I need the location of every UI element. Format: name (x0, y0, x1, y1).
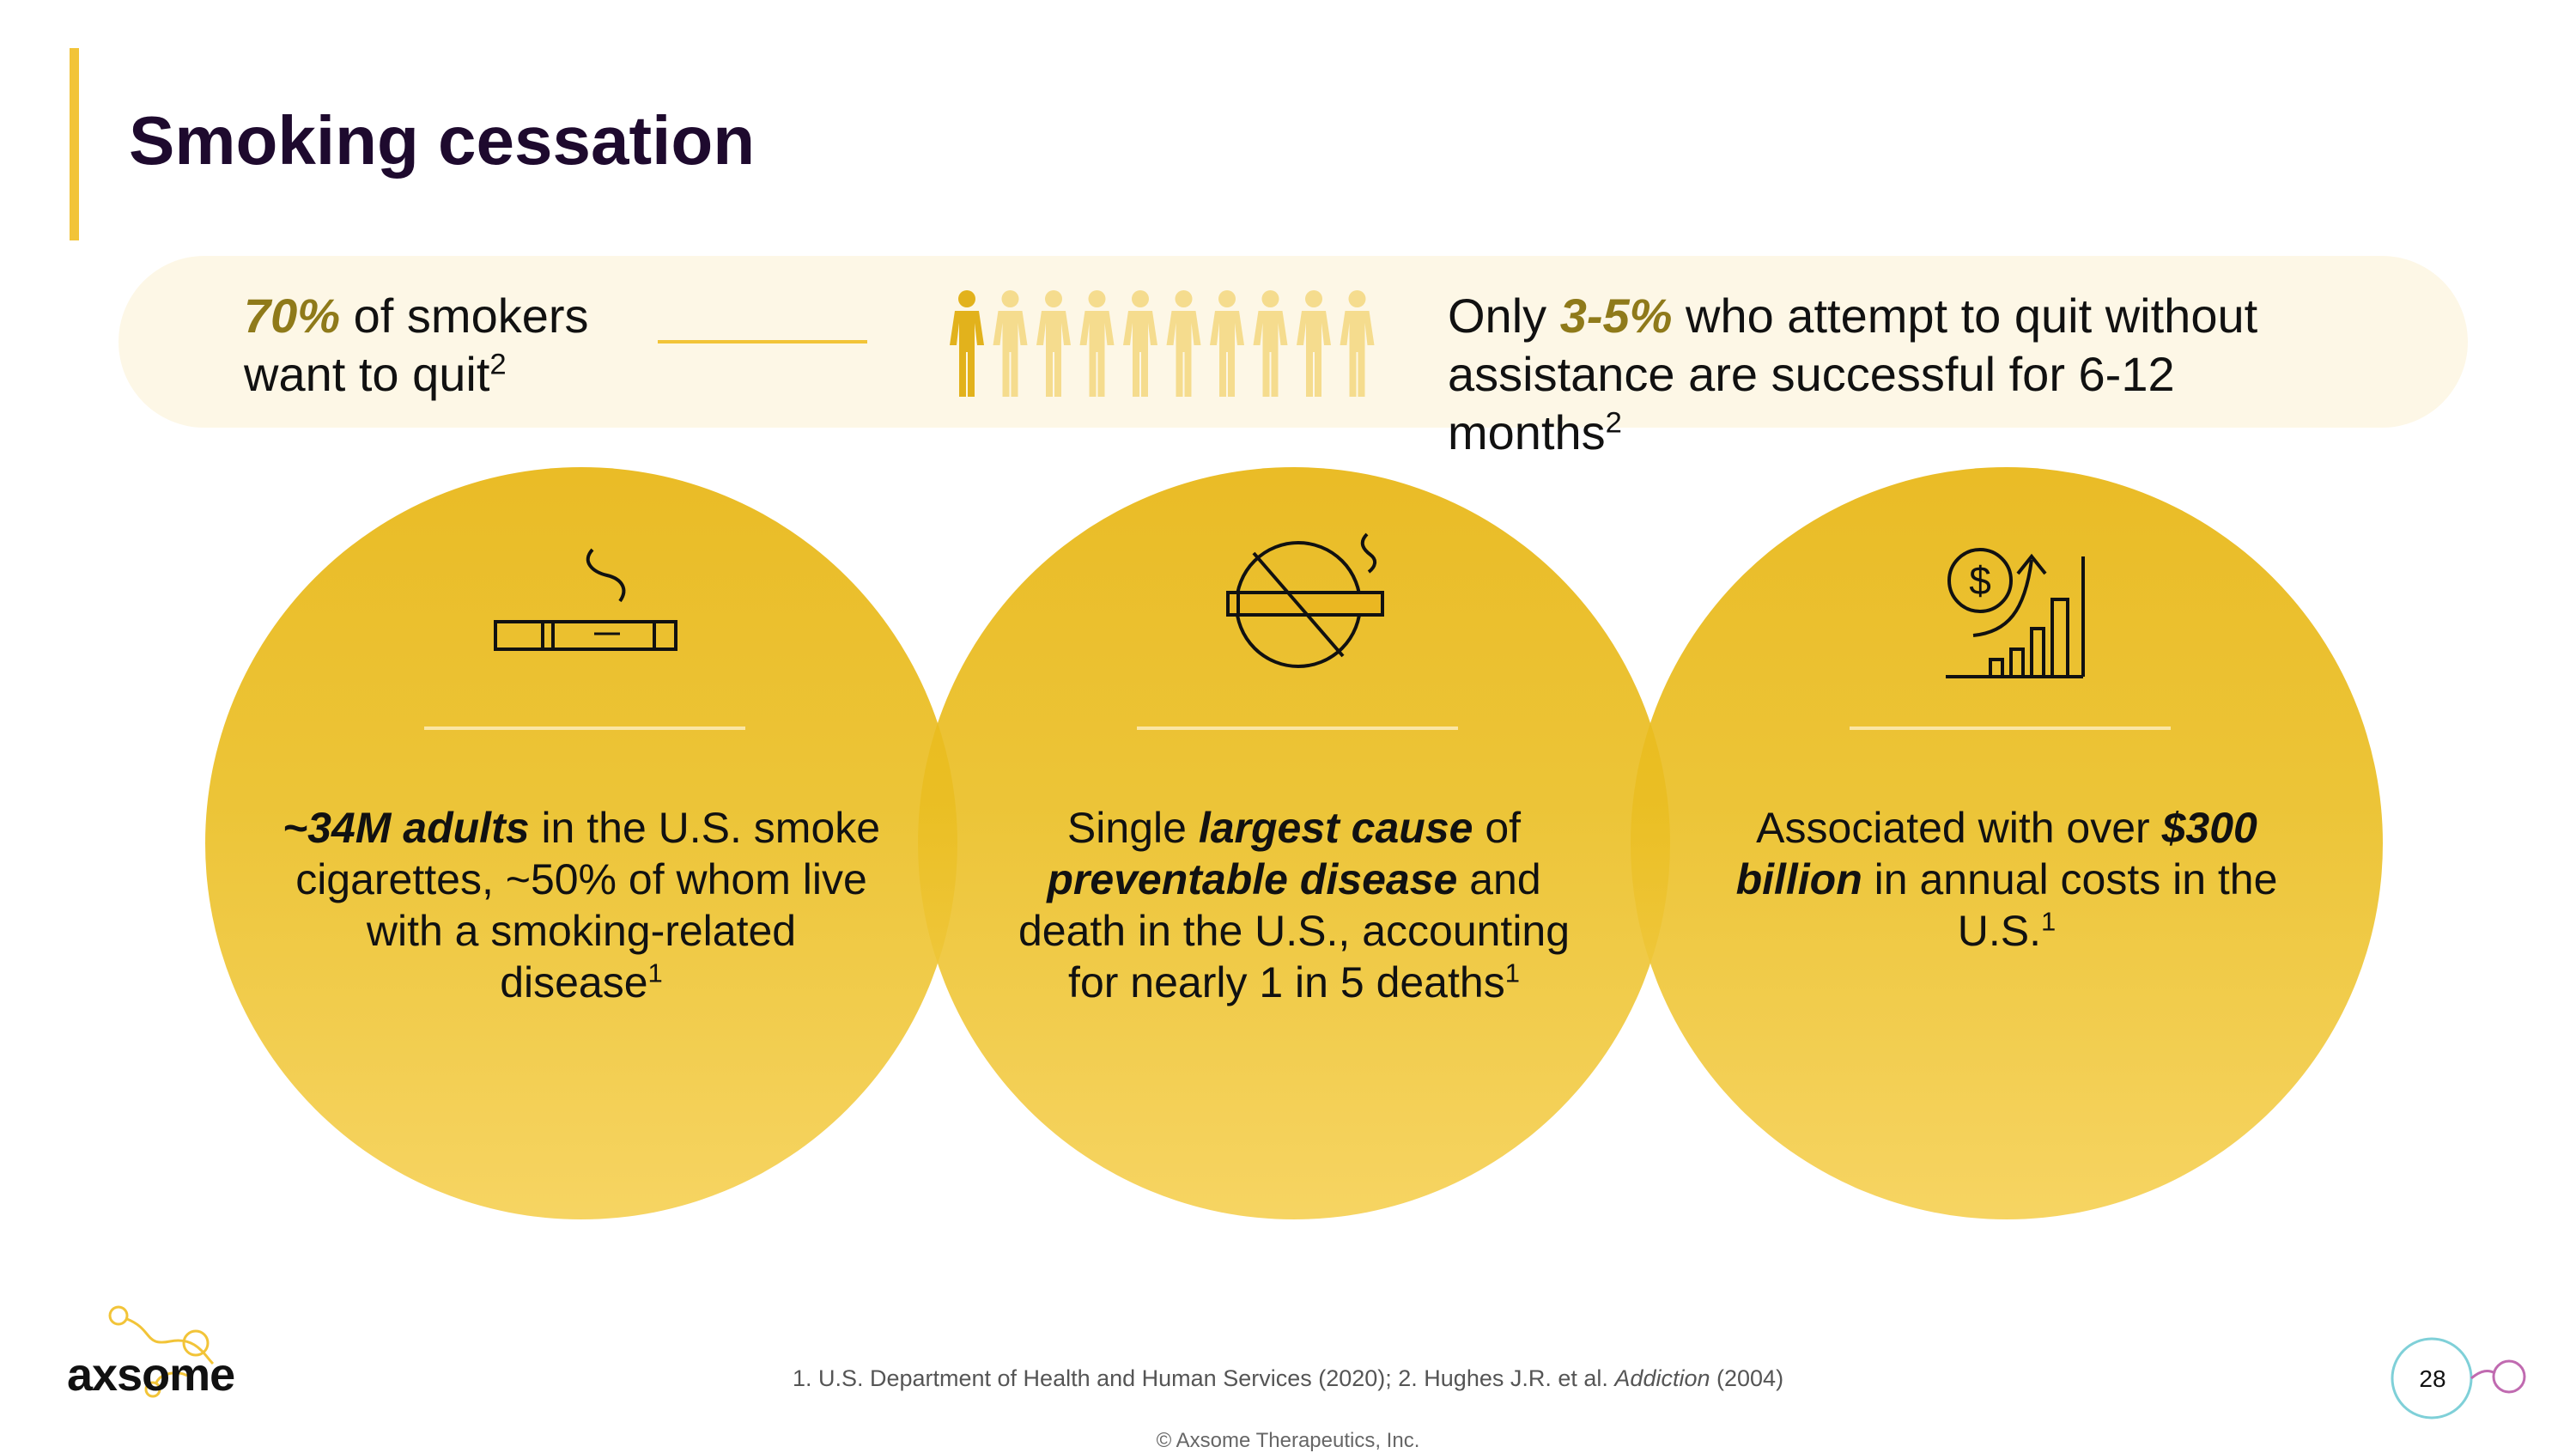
stat-smokers-want-quit (244, 287, 656, 404)
person-icon (1036, 290, 1071, 397)
person-icon (1123, 290, 1157, 397)
cost-growth-icon (1939, 539, 2090, 690)
stat-quit-success-rate (1448, 287, 2349, 462)
person-icon (1210, 290, 1244, 397)
person-icon (1297, 290, 1331, 397)
person-icon (993, 290, 1028, 397)
person-icon (1254, 290, 1288, 397)
axsome-logo-text: axsome (67, 1349, 235, 1401)
footnote-ref: 2 (489, 348, 507, 381)
footnote-ref: 2 (1605, 406, 1622, 440)
circle-divider (1137, 726, 1458, 730)
page-number: 28 (2419, 1365, 2446, 1392)
stat-prefix: Only (1448, 289, 1547, 343)
page-title: Smoking cessation (129, 102, 756, 179)
footnote-text: 1. U.S. Department of Health and Human Services (2020); 2. Hughes J.R. et al. (792, 1365, 1608, 1391)
footnote-ref: 1 (2041, 906, 2057, 937)
fact-text: in annual costs in the U.S. (1874, 855, 2278, 955)
fact-highlight: ~34M adults (282, 804, 530, 852)
stat-text: who attempt to quit without assistance are successful for 6-12 months (1448, 289, 2258, 459)
connector-line (658, 340, 867, 343)
fact-text: Associated with over (1756, 804, 2150, 852)
footnote-ref: 1 (647, 958, 663, 988)
person-icon-highlighted (950, 290, 984, 397)
stat-text: of smokers want to quit (244, 289, 589, 401)
fact-highlight: largest cause (1198, 804, 1473, 852)
fact-preventable-text (993, 802, 1595, 1008)
fact-costs-text (1706, 802, 2307, 957)
footnote-year: (2004) (1716, 1365, 1784, 1391)
fact-highlight: preventable disease (1047, 855, 1458, 903)
copyright: © Axsome Therapeutics, Inc. (1156, 1429, 1420, 1452)
footnote-journal: Addiction (1614, 1365, 1710, 1391)
footnote-ref: 1 (1504, 958, 1520, 988)
stat-highlight: 3-5% (1559, 289, 1673, 343)
fact-text: Single (1066, 804, 1187, 852)
fact-text: of (1485, 804, 1522, 852)
people-icon-row (945, 289, 1391, 397)
person-icon (1080, 290, 1115, 397)
circle-divider (1850, 726, 2171, 730)
svg-text:$: $ (1969, 558, 1991, 603)
stat-highlight: 70% (244, 289, 341, 343)
cigarette-icon (491, 546, 680, 658)
person-icon (1167, 290, 1201, 397)
title-accent-bar (70, 48, 79, 240)
footnote-references (0, 1365, 2576, 1392)
person-icon (1340, 290, 1375, 397)
fact-text: in the U.S. smoke cigarettes, ~50% of whom live with a smoking-related disease (295, 804, 881, 1006)
fact-text: and death in the U.S., accounting for nearly 1 in 5 deaths (1018, 855, 1571, 1006)
no-smoking-icon (1219, 529, 1391, 675)
circle-divider (424, 726, 745, 730)
fact-highlight: $300 billion (1735, 804, 2257, 903)
fact-adults-text (281, 802, 882, 1008)
